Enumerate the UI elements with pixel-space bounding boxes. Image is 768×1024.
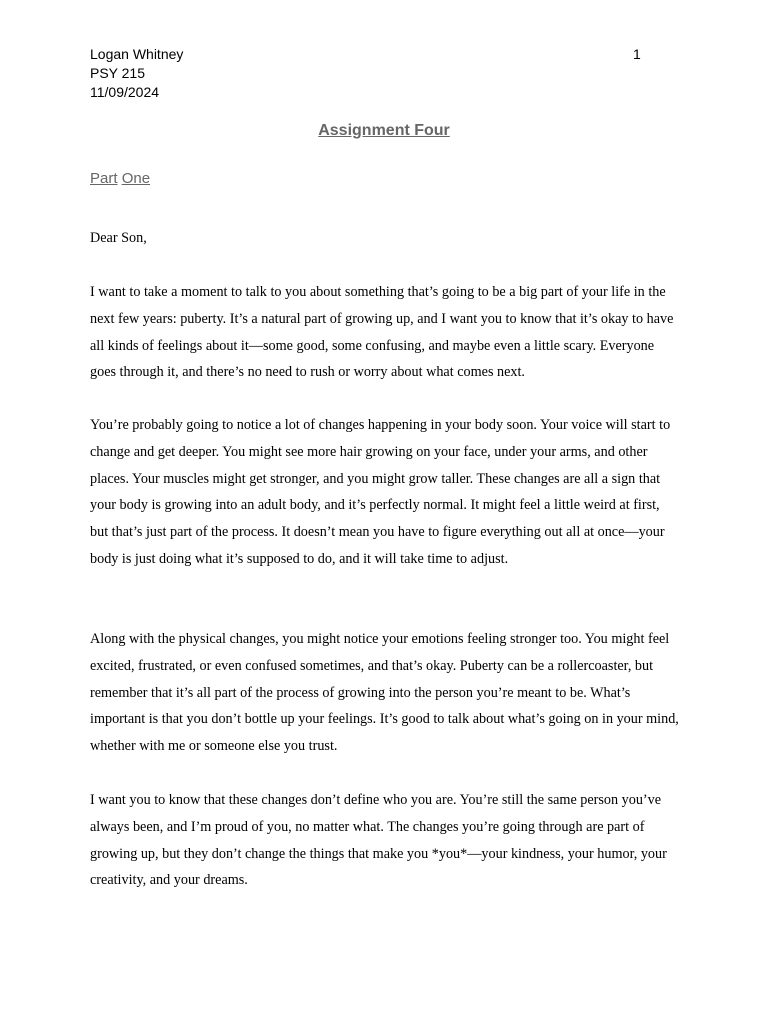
letter-paragraph-3: Along with the physical changes, you might notice your emotions feeling stronger too. You might feel excited, frustrated, or even confused sometimes, and that’s okay. Puberty can be a rollercoaster, but remember that it’s all part of the process of growing into the person you’re meant to be. What’s important is that you don’t bottle up your feelings. It’s good to talk about what’s going on in your mind, whether with me or someone else you trust. (90, 631, 679, 755)
section-heading-word-one: One (121, 170, 151, 187)
letter-paragraph-2: You’re probably going to notice a lot of changes happening in your body soon. Your voice will start to change and get deeper. You might see more hair growing on your face, under your arms, and other places. Your muscles might get stronger, and you might grow taller. These changes are all a sign that your body is growing into an adult body, and it’s perfectly normal. It might feel a little weird at first, but that’s just part of the process. It doesn’t mean you have to figure everything out all at once—your body is just doing what it’s supposed to do, and it will take time to adjust. (90, 417, 671, 567)
page-number: 1 (633, 46, 641, 62)
letter-paragraph-1: I want to take a moment to talk to you about something that’s going to be a big part of your life in the next few years: puberty. It’s a natural part of growing up, and I want you to know that it’s okay to have all kinds of feelings about it—some good, some confusing, and maybe even a little scary. Everyone goes through it, and there’s no need to rush or worry about what comes next. (90, 284, 674, 381)
document-title-text: Assignment Four (318, 122, 450, 139)
document-title (0, 121, 768, 141)
course-code: PSY 215 (90, 65, 146, 81)
section-heading (90, 169, 150, 189)
document-date: 11/09/2024 (90, 84, 160, 100)
section-heading-word-part: Part (90, 170, 118, 187)
letter-salutation: Dear Son, (90, 230, 147, 246)
letter-paragraph-4: I want you to know that these changes don’t define who you are. You’re still the same person you’ve always been, and I’m proud of you, no matter what. The changes you’re going through are part of growing up, but they don’t change the things that make you *you*—your kindness, your humor, your creativity, and your dreams. (90, 792, 667, 889)
author-name: Logan Whitney (90, 46, 184, 62)
